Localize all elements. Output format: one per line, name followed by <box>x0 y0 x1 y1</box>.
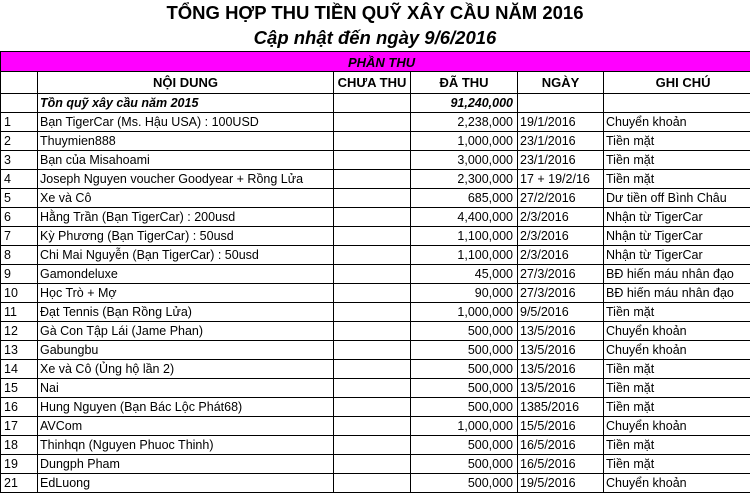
carry-over-label[interactable]: Tồn quỹ xây cầu năm 2015 <box>38 94 334 113</box>
cell-note[interactable]: Chuyển khoản <box>604 474 750 493</box>
cell-index[interactable]: 19 <box>1 455 38 474</box>
cell-note[interactable]: Chuyển khoản <box>604 113 750 132</box>
sheet-subtitle: Cập nhật đến ngày 9/6/2016 <box>0 26 750 50</box>
cell-note[interactable]: BĐ hiến máu nhân đạo <box>604 284 750 303</box>
cell-amount[interactable]: 1,000,000 <box>411 417 518 436</box>
cell-pending[interactable] <box>334 208 411 227</box>
carry-over-row <box>1 94 750 113</box>
cell-index[interactable]: 9 <box>1 265 38 284</box>
cell-pending[interactable] <box>334 398 411 417</box>
cell-date[interactable]: 16/5/2016 <box>518 436 604 455</box>
section-label[interactable]: PHẦN THU <box>1 52 750 72</box>
table-row <box>1 227 750 246</box>
cell-content[interactable]: Dungph Pham <box>38 455 334 474</box>
header-index[interactable] <box>1 72 38 94</box>
cell-amount[interactable]: 1,100,000 <box>411 246 518 265</box>
cell-amount[interactable]: 2,300,000 <box>411 170 518 189</box>
cell-pending[interactable] <box>334 132 411 151</box>
cell-pending[interactable] <box>334 246 411 265</box>
cell-amount[interactable]: 500,000 <box>411 341 518 360</box>
cell-amount[interactable]: 2,238,000 <box>411 113 518 132</box>
cell-amount[interactable]: 1,100,000 <box>411 227 518 246</box>
column-header-row <box>1 72 750 94</box>
cell-pending[interactable] <box>334 341 411 360</box>
cell-note[interactable]: Dư tiền off Bình Châu <box>604 189 750 208</box>
cell-index[interactable]: 11 <box>1 303 38 322</box>
cell-date[interactable]: 27/3/2016 <box>518 284 604 303</box>
cell-index[interactable]: 14 <box>1 360 38 379</box>
cell-pending[interactable] <box>334 170 411 189</box>
cell-note[interactable]: Chuyển khoản <box>604 341 750 360</box>
cell-date[interactable]: 19/5/2016 <box>518 474 604 493</box>
cell-content[interactable]: Bạn TigerCar (Ms. Hậu USA) : 100USD <box>38 113 334 132</box>
cell-content[interactable]: Hằng Trần (Bạn TigerCar) : 200usd <box>38 208 334 227</box>
cell-index[interactable]: 1 <box>1 113 38 132</box>
cell-pending[interactable] <box>334 455 411 474</box>
cell-pending[interactable] <box>334 436 411 455</box>
cell-content[interactable]: Xe và Cô (Ủng hộ lần 2) <box>38 360 334 379</box>
header-chua-thu[interactable]: CHƯA THU <box>334 72 411 94</box>
cell-date[interactable]: 13/5/2016 <box>518 322 604 341</box>
cell-amount[interactable]: 45,000 <box>411 265 518 284</box>
table-row <box>1 189 750 208</box>
cell-pending[interactable] <box>334 189 411 208</box>
cell-note[interactable]: Nhận từ TigerCar <box>604 208 750 227</box>
cell-index[interactable]: 6 <box>1 208 38 227</box>
cell-pending[interactable] <box>334 94 411 113</box>
cell-amount[interactable]: 4,400,000 <box>411 208 518 227</box>
cell-content[interactable]: Joseph Nguyen voucher Goodyear + Rồng Lửa <box>38 170 334 189</box>
cell-note[interactable]: Tiền mặt <box>604 398 750 417</box>
cell-note[interactable]: Tiền mặt <box>604 303 750 322</box>
cell-content[interactable]: AVCom <box>38 417 334 436</box>
cell-date[interactable]: 13/5/2016 <box>518 379 604 398</box>
header-da-thu[interactable]: ĐÃ THU <box>411 72 518 94</box>
cell-note[interactable]: Tiền mặt <box>604 132 750 151</box>
cell-pending[interactable] <box>334 417 411 436</box>
cell-pending[interactable] <box>334 474 411 493</box>
table-row <box>1 322 750 341</box>
cell-index[interactable]: 2 <box>1 132 38 151</box>
header-ngay[interactable]: NGÀY <box>518 72 604 94</box>
table-row <box>1 417 750 436</box>
cell-index[interactable]: 5 <box>1 189 38 208</box>
table-row <box>1 455 750 474</box>
cell-amount[interactable]: 500,000 <box>411 322 518 341</box>
cell-content[interactable]: Thinhqn (Nguyen Phuoc Thinh) <box>38 436 334 455</box>
table-row <box>1 113 750 132</box>
cell-note[interactable]: Chuyển khoản <box>604 417 750 436</box>
cell-content[interactable]: Nai <box>38 379 334 398</box>
cell-index[interactable]: 7 <box>1 227 38 246</box>
cell-index[interactable]: 16 <box>1 398 38 417</box>
cell-amount[interactable]: 500,000 <box>411 360 518 379</box>
cell-index[interactable]: 8 <box>1 246 38 265</box>
cell-index[interactable]: 15 <box>1 379 38 398</box>
cell-date[interactable]: 27/3/2016 <box>518 265 604 284</box>
cell-amount[interactable]: 685,000 <box>411 189 518 208</box>
cell-pending[interactable] <box>334 113 411 132</box>
cell-pending[interactable] <box>334 360 411 379</box>
table-row <box>1 170 750 189</box>
cell-index[interactable]: 12 <box>1 322 38 341</box>
cell-date[interactable]: 1385/2016 <box>518 398 604 417</box>
cell-amount[interactable]: 500,000 <box>411 436 518 455</box>
cell-amount[interactable]: 1,000,000 <box>411 132 518 151</box>
cell-pending[interactable] <box>334 265 411 284</box>
cell-date[interactable]: 23/1/2016 <box>518 151 604 170</box>
cell-index[interactable]: 4 <box>1 170 38 189</box>
cell-note[interactable]: Tiền mặt <box>604 436 750 455</box>
cell-date[interactable]: 17 + 19/2/16 <box>518 170 604 189</box>
cell-note[interactable]: Tiền mặt <box>604 360 750 379</box>
table-row <box>1 341 750 360</box>
cell-date[interactable]: 9/5/2016 <box>518 303 604 322</box>
table-row <box>1 379 750 398</box>
table-row <box>1 398 750 417</box>
cell-content[interactable]: Thuymien888 <box>38 132 334 151</box>
cell-content[interactable]: Kỳ Phương (Bạn TigerCar) : 50usd <box>38 227 334 246</box>
cell-note[interactable]: Chuyển khoản <box>604 322 750 341</box>
cell-pending[interactable] <box>334 303 411 322</box>
section-header-row <box>1 52 750 72</box>
cell-content[interactable]: Chi Mai Nguyễn (Bạn TigerCar) : 50usd <box>38 246 334 265</box>
carry-over-amount[interactable]: 91,240,000 <box>411 94 518 113</box>
cell-note[interactable]: Tiền mặt <box>604 151 750 170</box>
cell-content[interactable]: Gà Con Tập Lái (Jame Phan) <box>38 322 334 341</box>
cell-date[interactable]: 2/3/2016 <box>518 227 604 246</box>
cell-date[interactable]: 2/3/2016 <box>518 246 604 265</box>
cell-note[interactable]: Nhận từ TigerCar <box>604 227 750 246</box>
cell-amount[interactable]: 500,000 <box>411 474 518 493</box>
cell-amount[interactable]: 500,000 <box>411 455 518 474</box>
cell-content[interactable]: Đạt Tennis (Bạn Rồng Lửa) <box>38 303 334 322</box>
collection-table <box>0 51 750 493</box>
cell-date[interactable]: 13/5/2016 <box>518 341 604 360</box>
cell-note[interactable]: Nhận từ TigerCar <box>604 246 750 265</box>
cell-amount[interactable]: 500,000 <box>411 379 518 398</box>
cell-content[interactable]: Hung Nguyen (Bạn Bác Lộc Phát68) <box>38 398 334 417</box>
table-row <box>1 284 750 303</box>
cell-amount[interactable]: 3,000,000 <box>411 151 518 170</box>
cell-date[interactable]: 16/5/2016 <box>518 455 604 474</box>
cell-pending[interactable] <box>334 379 411 398</box>
cell-content[interactable]: Gamondeluxe <box>38 265 334 284</box>
cell-note[interactable]: Tiền mặt <box>604 455 750 474</box>
cell-index[interactable]: 17 <box>1 417 38 436</box>
cell-content[interactable]: Bạn của Misahoami <box>38 151 334 170</box>
cell-date[interactable]: 2/3/2016 <box>518 208 604 227</box>
table-row <box>1 474 750 493</box>
sheet-title: TỔNG HỢP THU TIỀN QUỸ XÂY CẦU NĂM 2016 <box>0 0 750 26</box>
cell-index[interactable]: 21 <box>1 474 38 493</box>
cell-amount[interactable]: 500,000 <box>411 398 518 417</box>
cell-note[interactable]: BĐ hiến máu nhân đạo <box>604 265 750 284</box>
table-row <box>1 265 750 284</box>
cell-index[interactable] <box>1 94 38 113</box>
cell-note[interactable]: Tiền mặt <box>604 170 750 189</box>
table-row <box>1 132 750 151</box>
cell-note[interactable]: Tiền mặt <box>604 379 750 398</box>
cell-date[interactable]: 19/1/2016 <box>518 113 604 132</box>
cell-date[interactable]: 27/2/2016 <box>518 189 604 208</box>
cell-date[interactable]: 13/5/2016 <box>518 360 604 379</box>
cell-pending[interactable] <box>334 322 411 341</box>
cell-index[interactable]: 10 <box>1 284 38 303</box>
cell-pending[interactable] <box>334 151 411 170</box>
cell-date[interactable]: 23/1/2016 <box>518 132 604 151</box>
cell-date[interactable] <box>518 94 604 113</box>
table-row <box>1 360 750 379</box>
cell-content[interactable]: EdLuong <box>38 474 334 493</box>
table-row <box>1 151 750 170</box>
cell-pending[interactable] <box>334 284 411 303</box>
cell-pending[interactable] <box>334 227 411 246</box>
cell-index[interactable]: 13 <box>1 341 38 360</box>
cell-index[interactable]: 3 <box>1 151 38 170</box>
table-row <box>1 436 750 455</box>
cell-date[interactable]: 15/5/2016 <box>518 417 604 436</box>
cell-amount[interactable]: 90,000 <box>411 284 518 303</box>
cell-note[interactable] <box>604 94 750 113</box>
table-row <box>1 246 750 265</box>
cell-content[interactable]: Xe và Cô <box>38 189 334 208</box>
cell-content[interactable]: Học Trò + Mợ <box>38 284 334 303</box>
cell-content[interactable]: Gabungbu <box>38 341 334 360</box>
header-ghi-chu[interactable]: GHI CHÚ <box>604 72 750 94</box>
cell-index[interactable]: 18 <box>1 436 38 455</box>
header-noi-dung[interactable]: NỘI DUNG <box>38 72 334 94</box>
table-row <box>1 208 750 227</box>
cell-amount[interactable]: 1,000,000 <box>411 303 518 322</box>
table-row <box>1 303 750 322</box>
